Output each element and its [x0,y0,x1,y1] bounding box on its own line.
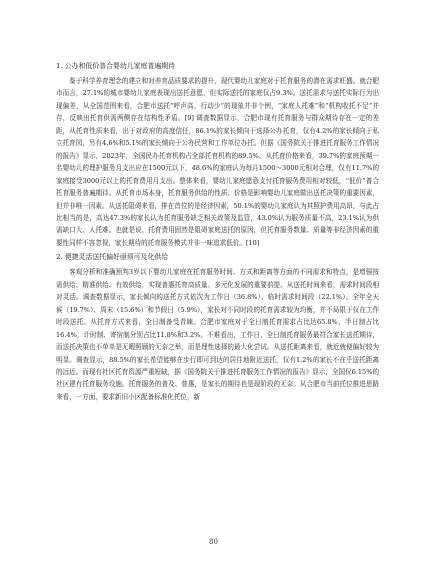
section-1-paragraph: 鉴于科学养育理念的建立和对养育品质要求的提升，现代婴幼儿家庭对于托育服务的潜在需求旺盛。就合肥市而言，27.1%的城市婴幼儿家庭表现出送托意愿，但实际送托的家庭仅占9.3%。送托需求与送托实际行为出现偏差，从全国范围来看，合肥市送托“呼声高、行动少”的现象并非个例，“家庭人托难”和“机构收托不足”并存，反映出托育供需两侧存在结构性矛盾。[9] 调查数据显示，合肥市现有托育服务与群众期待存在一定的差距，从托育性质来看，出于对政府的高度信任，86.1%的家长倾向于选择公办托育，仅有4.2%的家长倾向于私立托育园，另有4.6%和5.1%的家长倾向于公办民营和工作单位办托。但据《国务院关于推进托育服务工作情况的报告》显示，2023年，全国民办托育机构占全部托育机构的89.5%。从托育价格来看，39.7%的家庭预期一名婴幼儿的理护服务月支出应在1500元以下，48.6%的家庭认为每月1500～3000元相对合理，仅有11.7%的家庭接受3000元以上的托育费用月支出。整体来看，婴幼儿家庭愿意支付托育服务费用相对较低，“低价”普合托育服务普遍期待。从托育市场本身，托育服务供给的性质、价格是影响婴幼儿家庭做出送托决策的重要因素，但并非唯一因素。从送托阻碍来看，排在首位的是经济因素，50.1%的婴幼儿家庭认为其照护费用高昂，与此占比相当的是，高达47.3%的家长认为托育服务缺乏相关政策及监管，43.0%认为服务质量不高，23.1%认为供需缺口大、人托难。也就是说，托育费用固然是阻碍家庭送托的原因，但托育服务数量、质量等非经济因素的重要性同样不容忽视，家长期待的托育服务模式并非一味追求低价。[10] [56,77,379,247]
page-number: 80 [209,538,218,546]
section-2-heading: 2. 便捷灵活送托偏好亟须可及化供给 [56,253,169,262]
page-body [56,60,379,403]
section-1-heading: 1. 公办和低价普合婴幼儿家庭普遍期待 [56,62,176,70]
section-2-paragraph: 客观分析和准确预判3岁以下婴幼儿家庭在托育服务时间、方式和距离等方面的不同需求和特点，是增强按需供给、精准供给、有效供给，实现普惠托育高质量、多元化发展的重要前提。从送托时间来看，需求时间段相对灵活。调查数据显示，家长倾向的送托方式依次为工作日（36.8%）、临时需求时间段（22.1%）、全年全天候（19.7%）、周末（15.6%）和节假日（5.9%），家长对不同时段的托育需求较为均衡，并不局限于仅在工作时段送托。从托育方式来看，全日制备受青睐。合肥市家庭对于全日制托育需求占比达65.8%，半日制占比16.4%，计时制、寄宿制分别占比11.8%和3.2%。不难看出，工作日、全日制托育服务最符合家长送托期待，而送托决策也不单单是无暇照顾的无奈之举，而是理性选择的最大化尝试。从送托距离来看，就近就便偏好较为明显。调查显示，88.5%的家长希望能够在步行即可到达的居住地附近送托，仅有1.2%的家长不在乎送托距离的远近。而现有社区托育资源严重短缺，据《国务院关于推进托育服务工作情况的报告》显示，全国仅6.15%的社区建有托育服务设施。托育服务的普及、普惠，是家长的期待也是现阶段的无奈。从合肥市当前托位推进思路来看，一方面，要求新旧小区配备标准化托位，新 [56,268,379,401]
